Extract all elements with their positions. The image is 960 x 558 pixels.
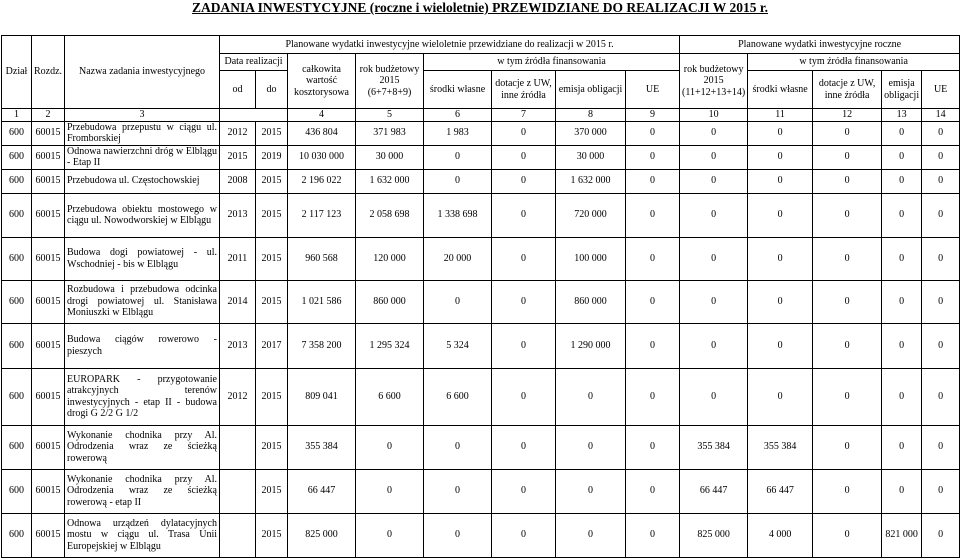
cell-dotacje: 0 — [492, 193, 556, 237]
cell-calkowita: 809 041 — [288, 368, 356, 425]
cell-calkowita: 436 804 — [288, 121, 356, 145]
cell-ue-annual: 0 — [922, 145, 960, 169]
cell-do: 2015 — [256, 280, 288, 323]
cell-rok-budzetowy: 0 — [356, 425, 424, 469]
colnum: 3 — [65, 109, 220, 122]
cell-ue: 0 — [626, 469, 680, 513]
header-calkowita: całkowita wartość kosztorysowa — [288, 54, 356, 109]
cell-rok-budzetowy-annual: 825 000 — [680, 513, 748, 557]
cell-rok-budzetowy-annual: 0 — [680, 121, 748, 145]
cell-srodki-wlasne: 0 — [424, 469, 492, 513]
header-data-realizacji: Data realizacji — [220, 54, 288, 71]
cell-calkowita: 7 358 200 — [288, 323, 356, 368]
table-row — [2, 237, 960, 280]
table-row — [2, 469, 960, 513]
cell-do: 2015 — [256, 368, 288, 425]
cell-srodki-wlasne-annual: 66 447 — [748, 469, 813, 513]
cell-srodki-wlasne: 6 600 — [424, 368, 492, 425]
cell-ue-annual: 0 — [922, 169, 960, 193]
cell-dzial: 600 — [2, 169, 32, 193]
table-row — [2, 513, 960, 557]
cell-emisja: 1 290 000 — [556, 323, 626, 368]
cell-rok-budzetowy-annual: 0 — [680, 193, 748, 237]
cell-do: 2017 — [256, 323, 288, 368]
cell-dotacje-annual: 0 — [813, 368, 882, 425]
cell-ue: 0 — [626, 513, 680, 557]
cell-nazwa: Odnowa nawierzchni dróg w Elblągu - Etap II — [65, 145, 220, 169]
cell-dotacje: 0 — [492, 513, 556, 557]
cell-calkowita: 10 030 000 — [288, 145, 356, 169]
cell-calkowita: 2 117 123 — [288, 193, 356, 237]
table-row — [2, 425, 960, 469]
cell-emisja-annual: 0 — [882, 193, 922, 237]
colnum: 14 — [922, 109, 960, 122]
investment-table — [1, 35, 960, 558]
header-planned-annual: Planowane wydatki inwestycyjne roczne — [680, 36, 960, 54]
colnum: 6 — [424, 109, 492, 122]
cell-dzial: 600 — [2, 513, 32, 557]
cell-nazwa: EUROPARK - przygotowanie atrakcyjnych terenów inwestycyjnych - etap II - budowa drogi G 2/2 G 1/2 — [65, 368, 220, 425]
cell-od: 2012 — [220, 368, 256, 425]
cell-dotacje-annual: 0 — [813, 193, 882, 237]
cell-nazwa: Przebudowa obiektu mostowego w ciągu ul. Nowodworskiej w Elblągu — [65, 193, 220, 237]
cell-dotacje: 0 — [492, 121, 556, 145]
header-emisja: emisja obligacji — [556, 71, 626, 109]
cell-nazwa: Wykonanie chodnika przy Al. Odrodzenia wraz ze ścieżką rowerową - etap II — [65, 469, 220, 513]
cell-dotacje-annual: 0 — [813, 169, 882, 193]
header-dotacje: dotacje z UW, inne źródła — [492, 71, 556, 109]
cell-srodki-wlasne-annual: 0 — [748, 323, 813, 368]
cell-rok-budzetowy-annual: 0 — [680, 169, 748, 193]
cell-rok-budzetowy-annual: 0 — [680, 323, 748, 368]
cell-od: 2014 — [220, 280, 256, 323]
cell-do: 2015 — [256, 237, 288, 280]
header-rozdz: Rozdz. — [32, 36, 65, 109]
cell-srodki-wlasne-annual: 0 — [748, 121, 813, 145]
cell-srodki-wlasne: 0 — [424, 425, 492, 469]
header-ue-annual: UE — [922, 71, 960, 109]
cell-rok-budzetowy: 30 000 — [356, 145, 424, 169]
cell-rok-budzetowy: 371 983 — [356, 121, 424, 145]
cell-rozdz: 60015 — [32, 121, 65, 145]
cell-od — [220, 469, 256, 513]
cell-rozdz: 60015 — [32, 169, 65, 193]
cell-dotacje: 0 — [492, 469, 556, 513]
cell-od: 2013 — [220, 323, 256, 368]
cell-rok-budzetowy-annual: 66 447 — [680, 469, 748, 513]
cell-rok-budzetowy-annual: 0 — [680, 280, 748, 323]
cell-srodki-wlasne: 1 983 — [424, 121, 492, 145]
cell-rozdz: 60015 — [32, 237, 65, 280]
cell-rok-budzetowy: 860 000 — [356, 280, 424, 323]
cell-rozdz: 60015 — [32, 280, 65, 323]
cell-emisja-annual: 0 — [882, 237, 922, 280]
cell-rozdz: 60015 — [32, 425, 65, 469]
cell-srodki-wlasne: 20 000 — [424, 237, 492, 280]
cell-od: 2015 — [220, 145, 256, 169]
cell-dotacje: 0 — [492, 145, 556, 169]
header-srodki-wlasne-annual: środki własne — [748, 71, 813, 109]
cell-calkowita: 1 021 586 — [288, 280, 356, 323]
table-row — [2, 280, 960, 323]
cell-dotacje: 0 — [492, 368, 556, 425]
cell-ue: 0 — [626, 169, 680, 193]
table-row — [2, 368, 960, 425]
cell-rok-budzetowy: 0 — [356, 513, 424, 557]
cell-rok-budzetowy-annual: 0 — [680, 237, 748, 280]
cell-srodki-wlasne-annual: 4 000 — [748, 513, 813, 557]
table-row — [2, 169, 960, 193]
cell-srodki-wlasne: 0 — [424, 280, 492, 323]
cell-rozdz: 60015 — [32, 513, 65, 557]
cell-rozdz: 60015 — [32, 469, 65, 513]
header-planned-multi: Planowane wydatki inwestycyjne wieloletnie przewidziane do realizacji w 2015 r. — [220, 36, 680, 54]
cell-nazwa: Budowa ciągów rowerowo - pieszych — [65, 323, 220, 368]
colnum: 2 — [32, 109, 65, 122]
cell-emisja-annual: 0 — [882, 425, 922, 469]
cell-emisja-annual: 0 — [882, 368, 922, 425]
cell-rozdz: 60015 — [32, 145, 65, 169]
header-srodki-wlasne: środki własne — [424, 71, 492, 109]
cell-dzial: 600 — [2, 121, 32, 145]
cell-nazwa: Budowa dogi powiatowej - ul. Wschodniej - bis w Elblągu — [65, 237, 220, 280]
cell-srodki-wlasne: 0 — [424, 145, 492, 169]
document-title: ZADANIA INWESTYCYJNE (roczne i wieloletnie) PRZEWIDZIANE DO REALIZACJI W 2015 r. — [192, 0, 768, 15]
cell-srodki-wlasne-annual: 0 — [748, 145, 813, 169]
colnum: 12 — [813, 109, 882, 122]
header-dotacje-annual: dotacje z UW, inne źródła — [813, 71, 882, 109]
cell-emisja: 720 000 — [556, 193, 626, 237]
cell-ue: 0 — [626, 368, 680, 425]
cell-rok-budzetowy: 1 632 000 — [356, 169, 424, 193]
cell-emisja: 30 000 — [556, 145, 626, 169]
cell-srodki-wlasne: 0 — [424, 513, 492, 557]
colnum: 10 — [680, 109, 748, 122]
cell-dotacje: 0 — [492, 280, 556, 323]
cell-rok-budzetowy-annual: 355 384 — [680, 425, 748, 469]
cell-nazwa: Wykonanie chodnika przy Al. Odrodzenia wraz ze ścieżką rowerową — [65, 425, 220, 469]
cell-od: 2011 — [220, 237, 256, 280]
cell-srodki-wlasne-annual: 0 — [748, 368, 813, 425]
cell-srodki-wlasne: 0 — [424, 169, 492, 193]
colnum: 1 — [2, 109, 32, 122]
cell-dotacje-annual: 0 — [813, 513, 882, 557]
cell-dzial: 600 — [2, 145, 32, 169]
cell-do: 2015 — [256, 513, 288, 557]
cell-srodki-wlasne-annual: 0 — [748, 280, 813, 323]
cell-ue-annual: 0 — [922, 193, 960, 237]
colnum — [220, 109, 288, 122]
cell-dzial: 600 — [2, 323, 32, 368]
cell-srodki-wlasne: 5 324 — [424, 323, 492, 368]
cell-ue-annual: 0 — [922, 237, 960, 280]
cell-od: 2008 — [220, 169, 256, 193]
cell-dzial: 600 — [2, 368, 32, 425]
cell-dzial: 600 — [2, 237, 32, 280]
header-nazwa: Nazwa zadania inwestycyjnego — [65, 36, 220, 109]
header-dzial: Dział — [2, 36, 32, 109]
cell-ue-annual: 0 — [922, 368, 960, 425]
colnum: 7 — [492, 109, 556, 122]
cell-ue: 0 — [626, 425, 680, 469]
cell-dotacje-annual: 0 — [813, 145, 882, 169]
cell-nazwa: Rozbudowa i przebudowa odcinka drogi powiatowej ul. Stanisława Moniuszki w Elblągu — [65, 280, 220, 323]
colnum: 13 — [882, 109, 922, 122]
colnum: 8 — [556, 109, 626, 122]
cell-srodki-wlasne: 1 338 698 — [424, 193, 492, 237]
cell-rok-budzetowy: 0 — [356, 469, 424, 513]
cell-emisja: 0 — [556, 513, 626, 557]
cell-dotacje-annual: 0 — [813, 280, 882, 323]
cell-emisja: 1 632 000 — [556, 169, 626, 193]
colnum: 5 — [356, 109, 424, 122]
cell-emisja: 860 000 — [556, 280, 626, 323]
cell-dotacje-annual: 0 — [813, 121, 882, 145]
cell-ue: 0 — [626, 145, 680, 169]
cell-dzial: 600 — [2, 425, 32, 469]
cell-dotacje-annual: 0 — [813, 237, 882, 280]
cell-dotacje: 0 — [492, 323, 556, 368]
cell-nazwa: Przebudowa przepustu w ciągu ul. Fromborskiej — [65, 121, 220, 145]
cell-nazwa: Odnowa urządzeń dylatacyjnych mostu w ciągu ul. Trasa Unii Europejskiej w Elblągu — [65, 513, 220, 557]
cell-od: 2012 — [220, 121, 256, 145]
cell-rozdz: 60015 — [32, 193, 65, 237]
cell-emisja-annual: 821 000 — [882, 513, 922, 557]
cell-calkowita: 66 447 — [288, 469, 356, 513]
header-rok-budzetowy: rok budżetowy 2015 (6+7+8+9) — [356, 54, 424, 109]
cell-do: 2015 — [256, 193, 288, 237]
cell-emisja-annual: 0 — [882, 469, 922, 513]
cell-dotacje: 0 — [492, 425, 556, 469]
cell-do: 2015 — [256, 425, 288, 469]
table-row — [2, 193, 960, 237]
table-row — [2, 121, 960, 145]
cell-ue-annual: 0 — [922, 469, 960, 513]
cell-dotacje: 0 — [492, 169, 556, 193]
cell-ue-annual: 0 — [922, 323, 960, 368]
cell-ue: 0 — [626, 323, 680, 368]
cell-rok-budzetowy: 6 600 — [356, 368, 424, 425]
cell-od: 2013 — [220, 193, 256, 237]
cell-emisja-annual: 0 — [882, 145, 922, 169]
cell-do: 2015 — [256, 169, 288, 193]
cell-dzial: 600 — [2, 469, 32, 513]
cell-emisja-annual: 0 — [882, 169, 922, 193]
cell-rozdz: 60015 — [32, 368, 65, 425]
cell-rok-budzetowy: 1 295 324 — [356, 323, 424, 368]
cell-srodki-wlasne-annual: 0 — [748, 237, 813, 280]
cell-do: 2019 — [256, 145, 288, 169]
cell-emisja: 370 000 — [556, 121, 626, 145]
cell-emisja-annual: 0 — [882, 280, 922, 323]
cell-dotacje-annual: 0 — [813, 425, 882, 469]
cell-ue: 0 — [626, 121, 680, 145]
header-emisja-annual: emisja obligacji — [882, 71, 922, 109]
cell-emisja-annual: 0 — [882, 323, 922, 368]
cell-dotacje-annual: 0 — [813, 323, 882, 368]
cell-rok-budzetowy-annual: 0 — [680, 368, 748, 425]
cell-calkowita: 825 000 — [288, 513, 356, 557]
colnum: 4 — [288, 109, 356, 122]
cell-emisja: 0 — [556, 368, 626, 425]
cell-ue: 0 — [626, 237, 680, 280]
cell-ue-annual: 0 — [922, 280, 960, 323]
cell-dotacje-annual: 0 — [813, 469, 882, 513]
cell-nazwa: Przebudowa ul. Częstochowskiej — [65, 169, 220, 193]
cell-emisja: 0 — [556, 469, 626, 513]
header-do: do — [256, 71, 288, 109]
colnum: 9 — [626, 109, 680, 122]
cell-rok-budzetowy-annual: 0 — [680, 145, 748, 169]
cell-ue: 0 — [626, 193, 680, 237]
header-ue: UE — [626, 71, 680, 109]
cell-ue-annual: 0 — [922, 425, 960, 469]
cell-dzial: 600 — [2, 280, 32, 323]
header-rok-budzetowy-annual: rok budżetowy 2015 (11+12+13+14) — [680, 54, 748, 109]
colnum: 11 — [748, 109, 813, 122]
cell-emisja: 100 000 — [556, 237, 626, 280]
cell-emisja-annual: 0 — [882, 121, 922, 145]
table-row — [2, 323, 960, 368]
cell-dzial: 600 — [2, 193, 32, 237]
cell-dotacje: 0 — [492, 237, 556, 280]
cell-ue-annual: 0 — [922, 121, 960, 145]
cell-calkowita: 2 196 022 — [288, 169, 356, 193]
table-row — [2, 145, 960, 169]
cell-srodki-wlasne-annual: 0 — [748, 169, 813, 193]
cell-do: 2015 — [256, 469, 288, 513]
cell-od — [220, 425, 256, 469]
cell-calkowita: 960 568 — [288, 237, 356, 280]
cell-do: 2015 — [256, 121, 288, 145]
cell-calkowita: 355 384 — [288, 425, 356, 469]
header-w-tym-annual: w tym źródła finansowania — [748, 54, 960, 71]
cell-rok-budzetowy: 2 058 698 — [356, 193, 424, 237]
cell-srodki-wlasne-annual: 355 384 — [748, 425, 813, 469]
cell-ue-annual: 0 — [922, 513, 960, 557]
header-od: od — [220, 71, 256, 109]
cell-rok-budzetowy: 120 000 — [356, 237, 424, 280]
cell-ue: 0 — [626, 280, 680, 323]
cell-rozdz: 60015 — [32, 323, 65, 368]
cell-od — [220, 513, 256, 557]
header-w-tym: w tym źródła finansowania — [424, 54, 680, 71]
cell-emisja: 0 — [556, 425, 626, 469]
cell-srodki-wlasne-annual: 0 — [748, 193, 813, 237]
